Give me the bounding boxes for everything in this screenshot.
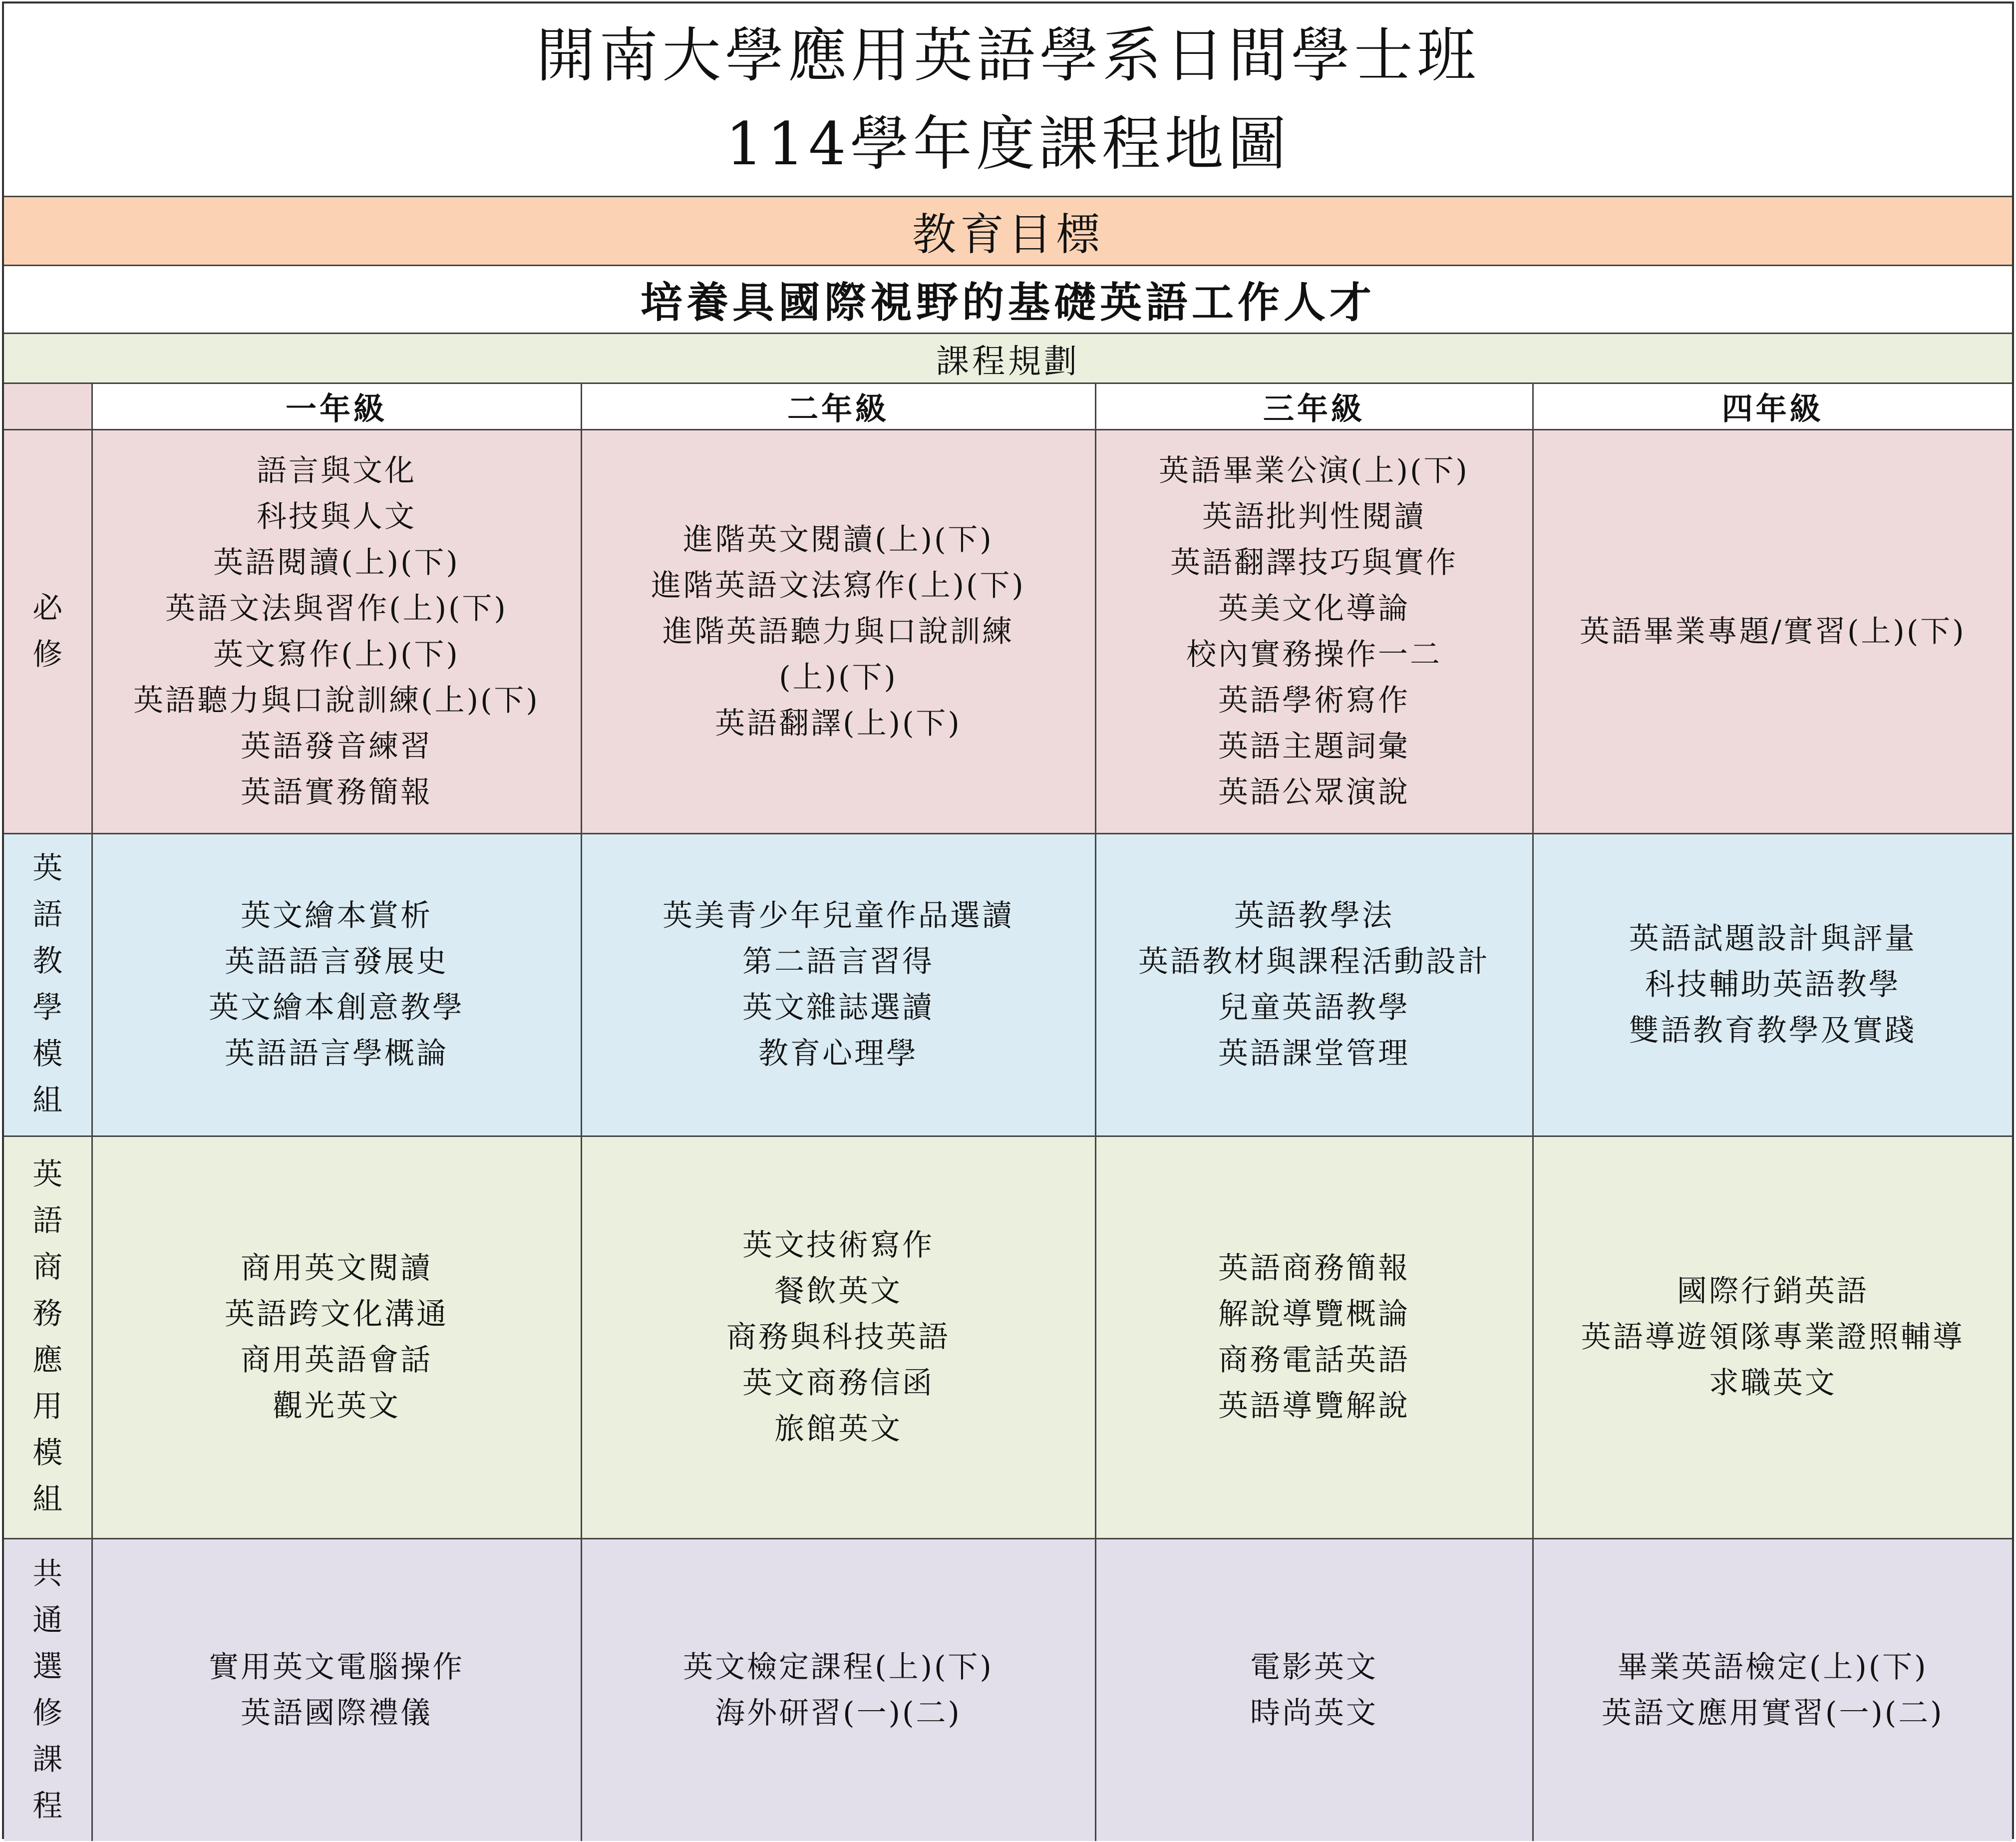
year-header-4: 四年級 bbox=[1533, 384, 2012, 429]
course-item: 進階英語文法寫作(上)(下) bbox=[651, 568, 1025, 603]
course-item: 英語批判性閱讀 bbox=[1202, 499, 1426, 534]
course-item: 教育心理學 bbox=[758, 1036, 918, 1071]
course-item: 解說導覽概論 bbox=[1218, 1297, 1410, 1332]
course-item: 英文商務信函 bbox=[742, 1366, 934, 1401]
education-goal-text: 培養具國際視野的基礎英語工作人才 bbox=[4, 266, 2012, 334]
year-header-1: 一年級 bbox=[92, 384, 581, 429]
course-cell bbox=[581, 429, 1095, 833]
course-item: 英文技術寫作 bbox=[742, 1228, 934, 1263]
category-row-teaching bbox=[4, 833, 2012, 1136]
course-item: 英語畢業專題/實習(上)(下) bbox=[1579, 614, 1966, 649]
course-item: 英語文法與習作(上)(下) bbox=[165, 591, 508, 626]
course-item: 英文雜誌選讀 bbox=[742, 990, 934, 1025]
course-item: 英語導遊領隊專業證照輔導 bbox=[1581, 1320, 1965, 1355]
course-item: 科技與人文 bbox=[257, 499, 416, 534]
course-item: 英語語言發展史 bbox=[225, 944, 448, 979]
education-goal-header: 教育目標 bbox=[4, 197, 2012, 266]
course-item: 英語公眾演說 bbox=[1218, 774, 1410, 810]
course-item: 英語翻譯技巧與實作 bbox=[1170, 545, 1458, 580]
course-item: 英語實務簡報 bbox=[241, 774, 432, 810]
course-item: 英美青少年兒童作品選讀 bbox=[663, 898, 1014, 933]
course-item: 英語試題設計與評量 bbox=[1629, 921, 1917, 956]
course-item: 餐飲英文 bbox=[774, 1274, 902, 1309]
course-item: 英語主題詞彙 bbox=[1218, 729, 1410, 764]
category-label: 必修 bbox=[4, 429, 92, 833]
course-cell bbox=[92, 1538, 581, 1841]
course-item: 商務與科技英語 bbox=[726, 1320, 950, 1355]
course-item: 科技輔助英語教學 bbox=[1645, 967, 1901, 1002]
course-cell bbox=[581, 833, 1095, 1136]
course-item: 電影英文 bbox=[1250, 1649, 1378, 1685]
course-item: 英語語言學概論 bbox=[225, 1036, 448, 1071]
course-item: 雙語教育教學及實踐 bbox=[1629, 1013, 1917, 1048]
course-item: 時尚英文 bbox=[1250, 1695, 1378, 1731]
course-cell bbox=[1095, 833, 1533, 1136]
document-title: 開南大學應用英語學系日間學士班 bbox=[536, 20, 1480, 90]
course-item: 英語翻譯(上)(下) bbox=[715, 706, 962, 741]
course-cell bbox=[581, 1538, 1095, 1841]
course-grid bbox=[4, 384, 2012, 1841]
course-item: 商務電話英語 bbox=[1218, 1343, 1410, 1378]
course-item: 英語教材與課程活動設計 bbox=[1138, 944, 1490, 979]
course-item: 求職英文 bbox=[1708, 1366, 1837, 1401]
course-item: 進階英語聽力與口說訓練 bbox=[663, 614, 1014, 649]
course-item: (上)(下) bbox=[779, 660, 898, 695]
course-item: 語言與文化 bbox=[257, 453, 416, 488]
course-item: 英語跨文化溝通 bbox=[225, 1297, 448, 1332]
course-item: 英語發音練習 bbox=[241, 729, 432, 764]
course-item: 第二語言習得 bbox=[742, 944, 934, 979]
category-row-general bbox=[4, 1538, 2012, 1841]
course-item: 進階英文閱讀(上)(下) bbox=[683, 522, 994, 557]
course-item: 英文繪本創意教學 bbox=[209, 990, 464, 1025]
course-item: 英語教學法 bbox=[1234, 898, 1394, 933]
course-cell bbox=[1533, 833, 2012, 1136]
category-row-business bbox=[4, 1136, 2012, 1538]
course-cell bbox=[581, 1136, 1095, 1538]
course-map-document bbox=[2, 1, 2014, 1839]
course-cell bbox=[92, 1136, 581, 1538]
course-item: 兒童英語教學 bbox=[1218, 990, 1410, 1025]
course-item: 海外研習(一)(二) bbox=[715, 1695, 962, 1731]
category-label: 共通選修課程 bbox=[4, 1538, 92, 1841]
course-cell bbox=[1533, 429, 2012, 833]
course-item: 商用英文閱讀 bbox=[241, 1251, 432, 1286]
course-item: 國際行銷英語 bbox=[1677, 1274, 1869, 1309]
course-item: 英美文化導論 bbox=[1218, 591, 1410, 626]
grid-corner bbox=[4, 384, 92, 429]
course-plan-header: 課程規劃 bbox=[4, 334, 2012, 384]
course-cell bbox=[1095, 1538, 1533, 1841]
course-item: 英語學術寫作 bbox=[1218, 683, 1410, 718]
course-cell bbox=[92, 429, 581, 833]
course-item: 英語課堂管理 bbox=[1218, 1036, 1410, 1071]
course-cell bbox=[1095, 429, 1533, 833]
course-item: 實用英文電腦操作 bbox=[209, 1649, 464, 1685]
category-label: 英語教學模組 bbox=[4, 833, 92, 1136]
course-item: 英文檢定課程(上)(下) bbox=[683, 1649, 994, 1685]
course-item: 英文寫作(上)(下) bbox=[213, 637, 460, 672]
course-item: 商用英語會話 bbox=[241, 1343, 432, 1378]
course-item: 旅館英文 bbox=[774, 1412, 902, 1447]
course-item: 英文繪本賞析 bbox=[241, 898, 432, 933]
course-item: 英語聽力與口說訓練(上)(下) bbox=[133, 683, 540, 718]
document-subtitle: 114學年度課程地圖 bbox=[725, 109, 1291, 178]
course-item: 英語商務簡報 bbox=[1218, 1251, 1410, 1286]
course-item: 校內實務操作一二 bbox=[1186, 637, 1442, 672]
course-item: 英語畢業公演(上)(下) bbox=[1159, 453, 1469, 488]
course-cell bbox=[1533, 1538, 2012, 1841]
course-item: 英語導覽解說 bbox=[1218, 1389, 1410, 1424]
course-item: 觀光英文 bbox=[273, 1389, 400, 1424]
course-item: 英語國際禮儀 bbox=[241, 1695, 432, 1731]
course-item: 英語文應用實習(一)(二) bbox=[1601, 1695, 1944, 1731]
year-header-2: 二年級 bbox=[581, 384, 1095, 429]
category-row-required bbox=[4, 429, 2012, 833]
course-cell bbox=[1095, 1136, 1533, 1538]
year-header-3: 三年級 bbox=[1095, 384, 1533, 429]
category-label: 英語商務應用模組 bbox=[4, 1136, 92, 1538]
course-item: 畢業英語檢定(上)(下) bbox=[1617, 1649, 1928, 1685]
title-band bbox=[4, 3, 2012, 197]
course-item: 英語閱讀(上)(下) bbox=[213, 545, 460, 580]
course-cell bbox=[1533, 1136, 2012, 1538]
course-cell bbox=[92, 833, 581, 1136]
